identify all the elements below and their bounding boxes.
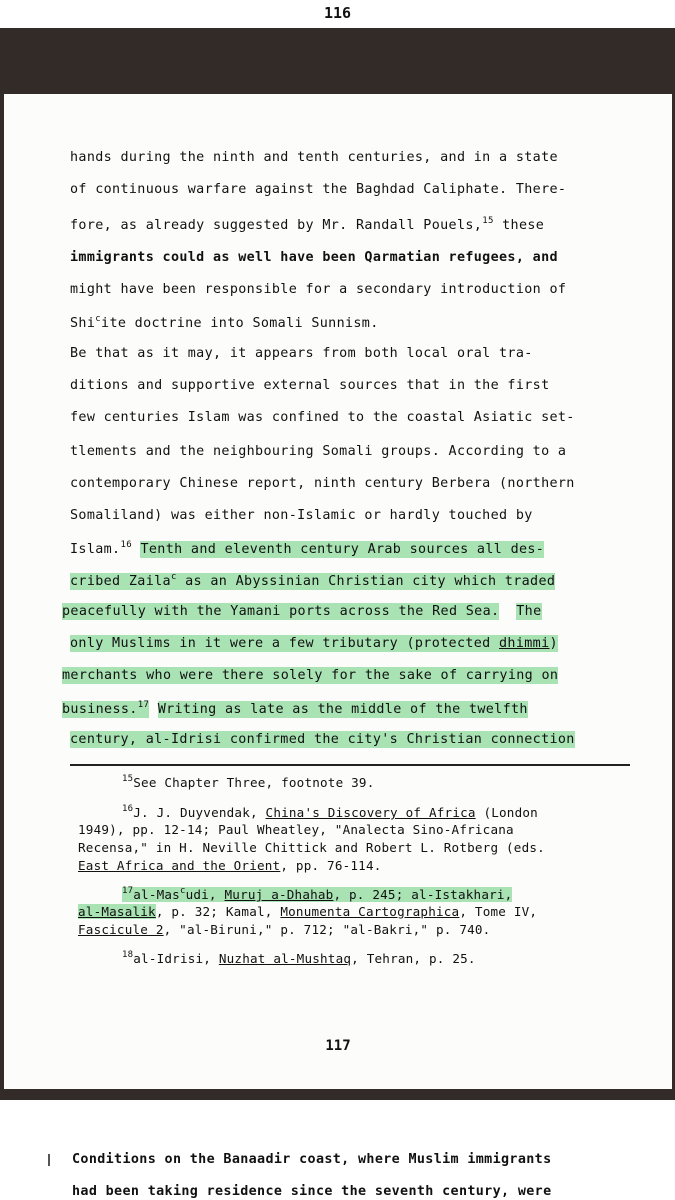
scan-frame — [0, 28, 675, 1100]
superscript: c — [179, 886, 186, 896]
footnote-ref: 15 — [482, 216, 494, 226]
footnote-17-line — [78, 922, 490, 937]
footnote-text: , Tehran, p. 25. — [351, 951, 476, 966]
highlighted-text — [62, 701, 149, 718]
body-text: ite doctrine into Somali Sunnism. — [101, 316, 379, 331]
body-line — [70, 540, 544, 557]
footnote-ref: 16 — [120, 540, 133, 550]
body-text: as an Abyssinian Christian city which traded — [176, 574, 556, 589]
body-text: ) — [549, 636, 558, 651]
body-line: Be that as it may, it appears from both local oral tra- — [70, 346, 533, 361]
body-line — [70, 732, 575, 747]
superscript: c — [95, 314, 102, 324]
footnote-title: Muruj a-Dhahab — [224, 887, 334, 902]
highlighted-text — [122, 887, 512, 902]
body-line: few centuries Islam was confined to the coastal Asiatic set- — [70, 410, 575, 425]
highlighted-text: merchants who were there solely for the sake of carrying on — [62, 668, 559, 683]
footnote-title: Fascicule 2 — [78, 922, 164, 937]
footnote-number: 18 — [122, 950, 134, 960]
body-text: cribed Zaila — [70, 574, 171, 589]
footnote-title: China's Discovery of Africa — [265, 805, 476, 820]
footnote-ref: 17 — [137, 700, 150, 710]
page-number-bottom: 117 — [325, 1038, 351, 1054]
body-line: hands during the ninth and tenth centuries, and in a state — [70, 150, 558, 165]
highlighted-text: Writing as late as the middle of the twelfth — [157, 702, 528, 717]
body-text: these — [493, 218, 545, 233]
body-line: of continuous warfare against the Baghdad Caliphate. There- — [70, 182, 567, 197]
footnote-16-line — [78, 858, 382, 873]
highlighted-text — [70, 635, 558, 652]
footnote-text: , pp. 76-114. — [280, 858, 382, 873]
footnote-text: (London — [475, 805, 538, 820]
body-line — [70, 636, 558, 651]
footnote-text: udi, — [185, 887, 225, 902]
footnote-16 — [122, 804, 538, 820]
body-line — [62, 700, 528, 717]
italic-term: dhimmi — [499, 636, 550, 651]
superscript: c — [170, 572, 177, 582]
body-line: immigrants could as well have been Qarmatian refugees, and — [70, 250, 558, 265]
body-line — [70, 314, 379, 331]
footnote-title: Nuzhat al-Mushtaq — [218, 951, 352, 966]
footnote-18 — [122, 950, 476, 966]
next-page-line: had been taking residence since the seventh century, were — [72, 1184, 552, 1199]
highlighted-text: Tenth and eleventh century Arab sources all des- — [140, 542, 545, 557]
body-line: might have been responsible for a secondary introduction of — [70, 282, 567, 297]
highlighted-text — [78, 904, 156, 919]
body-line: tlements and the neighbouring Somali groups. According to a — [70, 444, 567, 459]
next-page-line: Conditions on the Banaadir coast, where Muslim immigrants — [72, 1152, 552, 1167]
body-text: business. — [62, 702, 138, 717]
footnote-17 — [122, 886, 512, 902]
body-line — [62, 668, 558, 683]
footnote-title: East Africa and the Orient — [78, 858, 281, 873]
body-text: fore, as already suggested by Mr. Randall Pouels, — [70, 218, 483, 233]
body-line: ditions and supportive external sources that in the first — [70, 378, 550, 393]
footnote-number: 15 — [122, 774, 134, 784]
footnote-text: , "al-Biruni," p. 712; "al-Bakri," p. 740. — [163, 922, 491, 937]
footnote-text: , Tome IV, — [459, 904, 538, 919]
highlighted-text: peacefully with the Yamani ports across the Red Sea. — [62, 604, 500, 619]
body-text: Shi — [70, 316, 96, 331]
footnote-17-line — [78, 904, 537, 919]
page-number-top: 116 — [323, 4, 352, 22]
footnote-title: al-Masalik — [78, 904, 156, 919]
footnote-text: al-Idrisi, — [133, 951, 219, 966]
highlighted-text — [70, 573, 555, 590]
footnote-divider — [70, 764, 630, 766]
scanned-page — [4, 94, 672, 1089]
body-line — [70, 572, 555, 589]
footnote-16-line: Recensa," in H. Neville Chittick and Robert L. Rotberg (eds. — [78, 840, 545, 855]
highlighted-text: century, al-Idrisi confirmed the city's Christian connection — [70, 732, 575, 747]
body-line: Somaliland) was either non-Islamic or hardly touched by — [70, 508, 533, 523]
footnote-16-line: 1949), pp. 12-14; Paul Wheatley, "Analecta Sino-Africana — [78, 822, 514, 837]
footnote-text: See Chapter Three, footnote 39. — [133, 775, 375, 790]
footnote-text: , p. 245; al-Istakhari, — [333, 887, 513, 902]
footnote-number: 16 — [122, 804, 134, 814]
footnote-text: J. J. Duyvendak, — [133, 805, 266, 820]
footnote-number: 17 — [122, 886, 134, 896]
body-line — [62, 604, 542, 619]
body-line — [70, 216, 544, 233]
footnote-text: , p. 32; Kamal, — [155, 904, 281, 919]
margin-mark — [48, 1154, 50, 1166]
highlighted-text: The — [516, 604, 542, 619]
footnote-15 — [122, 774, 375, 790]
body-line: contemporary Chinese report, ninth century Berbera (northern — [70, 476, 575, 491]
footnote-title: Monumenta Cartographica — [280, 904, 460, 919]
body-text: Islam. — [70, 542, 121, 557]
footnote-text: al-Mas — [133, 887, 180, 902]
body-text: only Muslims in it were a few tributary (protected — [70, 636, 500, 651]
